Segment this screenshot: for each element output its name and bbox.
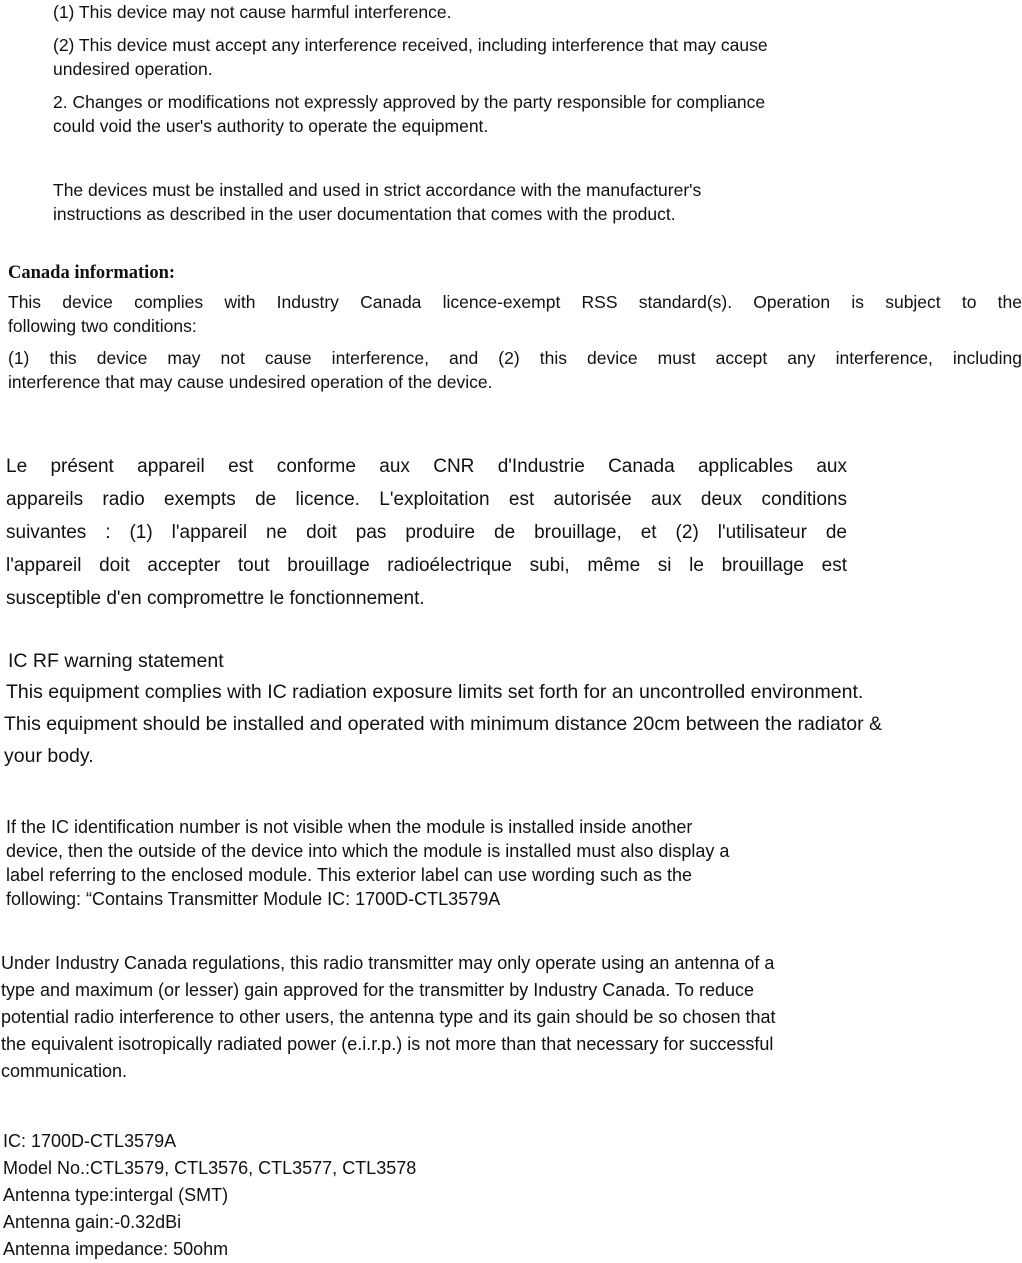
text-line: instructions as described in the user documentation that comes with the product. [53,204,676,224]
text-line: (1) this device may not cause interference, and (2) this device must accept any interference, including [8,348,1022,368]
text-line: appareils radio exempts de licence. L'exploitation est autorisée aux deux conditions [6,489,847,510]
text-line: interference that may cause undesired operation of the device. [8,372,493,392]
text-line: suivantes : (1) l'appareil ne doit pas produire de brouillage, et (2) l'utilisateur de [6,522,847,543]
fcc-condition-1 [53,0,953,24]
antenna-regulations-paragraph [1,950,901,1085]
text-line: potential radio interference to other users, the antenna type and its gain should be so chosen that [1,1007,776,1027]
spec-antenna-impedance: Antenna impedance: 50ohm [3,1239,229,1259]
text-line: your body. [4,745,94,767]
spec-antenna-gain: Antenna gain:-0.32dBi [3,1212,182,1232]
text-line: could void the user's authority to operate the equipment. [53,116,489,136]
text-line: label referring to the enclosed module. This exterior label can use wording such as the [6,865,693,885]
ic-identification-paragraph [6,815,866,911]
text-line: following two conditions: [8,316,197,336]
canada-conditions-paragraph [8,346,1022,394]
spec-model-numbers: Model No.:CTL3579, CTL3576, CTL3577, CTL3578 [3,1158,417,1178]
ic-rf-title: IC RF warning statement [8,650,224,672]
text-line: If the IC identification number is not visible when the module is installed inside another [6,817,693,837]
device-specifications [3,1128,703,1263]
fcc-changes-warning [53,90,953,138]
text-line: the equivalent isotropically radiated power (e.i.r.p.) is not more than that necessary for successful [1,1034,774,1054]
text-line: Under Industry Canada regulations, this radio transmitter may only operate using an antenna of a [1,953,775,973]
text-line: following: “Contains Transmitter Module IC: 1700D-CTL3579A [6,889,501,909]
spec-antenna-type: Antenna type:intergal (SMT) [3,1185,229,1205]
text-line: This equipment should be installed and operated with minimum distance 20cm between the radiator & [4,713,882,735]
text-line: susceptible d'en compromettre le fonctionnement. [6,588,425,609]
spec-ic-number: IC: 1700D-CTL3579A [3,1131,177,1151]
ic-rf-warning-section [4,648,1018,769]
fcc-installation-note [53,178,953,226]
fcc-condition-2 [53,33,953,81]
text-line: This equipment complies with IC radiation exposure limits set forth for an uncontrolled environment. [6,681,864,703]
text-line: (1) This device may not cause harmful interference. [53,2,452,22]
text-line: 2. Changes or modifications not expressly approved by the party responsible for compliance [53,92,766,112]
text-line: l'appareil doit accepter tout brouillage radioélectrique subi, même si le brouillage est [6,555,847,576]
text-line: Le présent appareil est conforme aux CNR d'Industrie Canada applicables aux [6,456,847,477]
canada-heading: Canada information: [8,263,176,283]
canada-compliance-paragraph [8,290,1022,338]
text-line: communication. [1,1061,128,1081]
text-line: type and maximum (or lesser) gain approved for the transmitter by Industry Canada. To reduce [1,980,755,1000]
text-line: The devices must be installed and used in strict accordance with the manufacturer's [53,180,702,200]
text-line: device, then the outside of the device into which the module is installed must also display a [6,841,730,861]
text-line: This device complies with Industry Canada licence-exempt RSS standard(s). Operation is subject to the [8,292,1022,312]
fcc-section [53,0,953,226]
text-line: (2) This device must accept any interference received, including interference that may cause [53,35,768,55]
text-line: undesired operation. [53,59,213,79]
canada-section [8,260,1022,394]
french-statement [6,450,847,615]
